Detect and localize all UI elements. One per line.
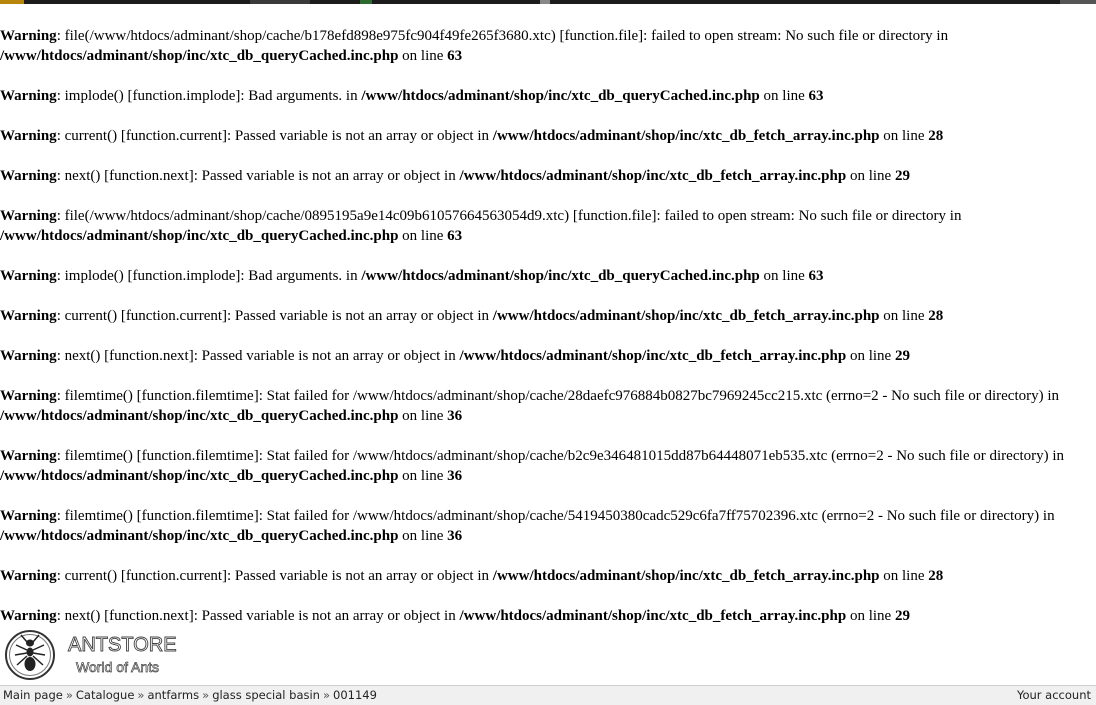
your-account-link[interactable]: Your account (1016, 688, 1091, 702)
warning-text: : file(/www/htdocs/adminant/shop/cache/b178efd898e975fc904f49fe265f3680.xtc) [function.file]: failed to open stream: No such file or directory in (56, 28, 949, 44)
warning-message (0, 266, 1096, 286)
warning-message (0, 446, 1096, 486)
breadcrumb-item[interactable]: Main page (3, 688, 63, 702)
logo-brand-text: ANTSTORE (68, 634, 177, 656)
top-tab-strip (0, 0, 1096, 4)
warning-label: Warning (0, 448, 57, 464)
warning-message (0, 386, 1096, 426)
breadcrumb-item[interactable]: glass special basin (212, 688, 320, 702)
breadcrumb-item[interactable]: Catalogue (75, 688, 135, 702)
warning-line-number: 36 (447, 408, 463, 424)
warning-file-path: /www/htdocs/adminant/shop/inc/xtc_db_fetch_array.inc.php (459, 168, 847, 184)
breadcrumb-separator: » (202, 688, 210, 702)
warning-label: Warning (0, 128, 57, 144)
breadcrumb-item[interactable]: antfarms (147, 688, 200, 702)
warning-text: : current() [function.current]: Passed variable is not an array or object in (56, 308, 493, 324)
warning-file-path: /www/htdocs/adminant/shop/inc/xtc_db_fetch_array.inc.php (459, 608, 847, 624)
php-warning-list (0, 26, 1096, 646)
warning-message (0, 506, 1096, 546)
warning-file-path: /www/htdocs/adminant/shop/inc/xtc_db_fetch_array.inc.php (492, 128, 880, 144)
warning-file-path: /www/htdocs/adminant/shop/inc/xtc_db_queryCached.inc.php (0, 228, 399, 244)
breadcrumb-separator: » (322, 688, 331, 702)
breadcrumb-item[interactable]: 001149 (333, 688, 377, 702)
warning-on-line-text: on line (879, 128, 929, 144)
warning-line-number: 28 (928, 568, 944, 584)
warning-on-line-text: on line (398, 528, 448, 544)
warning-file-path: /www/htdocs/adminant/shop/inc/xtc_db_queryCached.inc.php (0, 408, 399, 424)
antstore-logo[interactable] (4, 628, 177, 682)
warning-message (0, 606, 1096, 626)
warning-line-number: 63 (808, 88, 824, 104)
warning-on-line-text: on line (759, 88, 809, 104)
warning-file-path: /www/htdocs/adminant/shop/inc/xtc_db_queryCached.inc.php (0, 528, 399, 544)
warning-on-line-text: on line (759, 268, 809, 284)
warning-line-number: 36 (447, 528, 463, 544)
warning-message (0, 26, 1096, 66)
warning-text: : next() [function.next]: Passed variable is not an array or object in (56, 608, 460, 624)
warning-file-path: /www/htdocs/adminant/shop/inc/xtc_db_queryCached.inc.php (0, 468, 399, 484)
tab-strip-segment (1060, 0, 1096, 4)
breadcrumb-separator: » (65, 688, 73, 702)
warning-label: Warning (0, 28, 57, 44)
warning-message (0, 346, 1096, 366)
warning-message (0, 306, 1096, 326)
warning-file-path: /www/htdocs/adminant/shop/inc/xtc_db_fetch_array.inc.php (492, 568, 880, 584)
warning-file-path: /www/htdocs/adminant/shop/inc/xtc_db_fetch_array.inc.php (492, 308, 880, 324)
warning-text: : next() [function.next]: Passed variable is not an array or object in (56, 348, 460, 364)
warning-file-path: /www/htdocs/adminant/shop/inc/xtc_db_fetch_array.inc.php (459, 348, 847, 364)
warning-line-number: 28 (928, 128, 944, 144)
warning-on-line-text: on line (879, 308, 929, 324)
warning-file-path: /www/htdocs/adminant/shop/inc/xtc_db_queryCached.inc.php (361, 88, 760, 104)
warning-on-line-text: on line (846, 348, 895, 364)
warning-text: : implode() [function.implode]: Bad arguments. in (56, 268, 362, 284)
warning-text: : next() [function.next]: Passed variable is not an array or object in (56, 168, 460, 184)
warning-label: Warning (0, 268, 57, 284)
warning-on-line-text: on line (879, 568, 929, 584)
warning-on-line-text: on line (398, 468, 448, 484)
breadcrumb-separator: » (137, 688, 145, 702)
warning-line-number: 36 (447, 468, 463, 484)
warning-line-number: 63 (447, 48, 463, 64)
warning-line-number: 63 (808, 268, 824, 284)
warning-line-number: 29 (894, 608, 910, 624)
warning-text: : current() [function.current]: Passed variable is not an array or object in (56, 568, 493, 584)
warning-message (0, 206, 1096, 246)
tab-strip-segment (360, 0, 372, 4)
warning-label: Warning (0, 348, 57, 364)
warning-text: : file(/www/htdocs/adminant/shop/cache/0895195a9e14c09b61057664563054d9.xtc) [function.file]: failed to open stream: No such file or directory in (56, 208, 962, 224)
warning-text: : current() [function.current]: Passed variable is not an array or object in (56, 128, 493, 144)
warning-on-line-text: on line (846, 168, 895, 184)
breadcrumb (3, 686, 377, 705)
logo-tagline: World of Ants (76, 659, 160, 675)
warning-message (0, 126, 1096, 146)
warning-label: Warning (0, 568, 57, 584)
warning-label: Warning (0, 308, 57, 324)
warning-line-number: 63 (447, 228, 463, 244)
warning-line-number: 29 (894, 168, 910, 184)
warning-label: Warning (0, 168, 57, 184)
warning-label: Warning (0, 208, 57, 224)
warning-text: : implode() [function.implode]: Bad arguments. in (56, 88, 362, 104)
warning-on-line-text: on line (398, 228, 448, 244)
ant-emblem-icon (4, 628, 56, 682)
warning-on-line-text: on line (398, 408, 448, 424)
warning-text: : filemtime() [function.filemtime]: Stat failed for /www/htdocs/adminant/shop/cache/b2c9e346481015dd87b64448071eb535.xtc (errno=2 - No such file or directory) in (56, 448, 1065, 464)
warning-message (0, 566, 1096, 586)
warning-label: Warning (0, 88, 57, 104)
warning-file-path: /www/htdocs/adminant/shop/inc/xtc_db_queryCached.inc.php (0, 48, 399, 64)
warning-label: Warning (0, 508, 57, 524)
tab-strip-segment (540, 0, 550, 4)
warning-on-line-text: on line (398, 48, 448, 64)
warning-label: Warning (0, 608, 57, 624)
warning-line-number: 29 (894, 348, 910, 364)
warning-message (0, 86, 1096, 106)
tab-strip-segment (0, 0, 24, 4)
warning-label: Warning (0, 388, 57, 404)
warning-file-path: /www/htdocs/adminant/shop/inc/xtc_db_queryCached.inc.php (361, 268, 760, 284)
tab-strip-segment (250, 0, 310, 4)
warning-line-number: 28 (928, 308, 944, 324)
warning-on-line-text: on line (846, 608, 895, 624)
warning-message (0, 166, 1096, 186)
warning-text: : filemtime() [function.filemtime]: Stat failed for /www/htdocs/adminant/shop/cache/5419450380cadc529c6fa7ff75702396.xtc (errno=2 - No such file or directory) in (56, 508, 1055, 524)
warning-text: : filemtime() [function.filemtime]: Stat failed for /www/htdocs/adminant/shop/cache/28daefc976884b0827bc7969245cc215.xtc (errno=2 - No such file or directory) in (56, 388, 1060, 404)
status-bar (0, 685, 1096, 705)
